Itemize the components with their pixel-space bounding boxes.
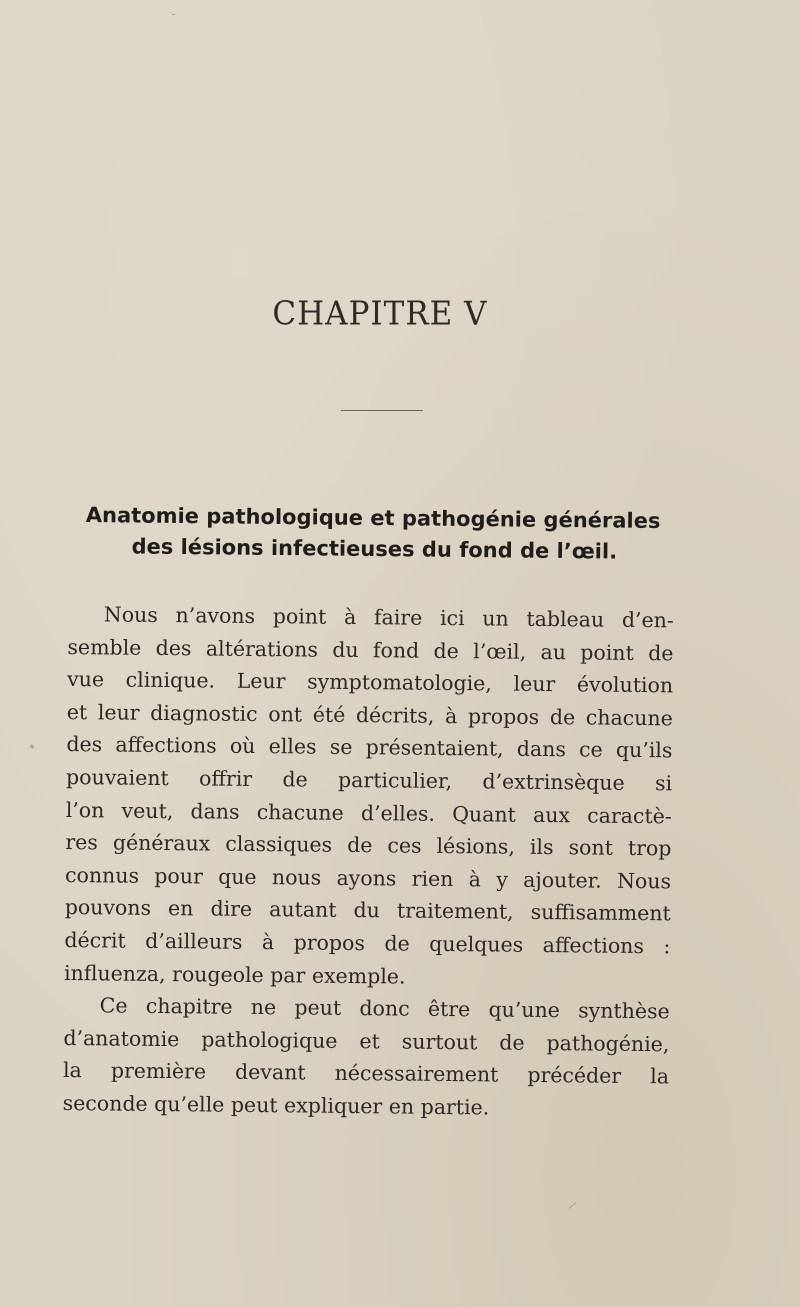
chapter-title: CHAPITRE V [272,295,488,333]
text-line: influenza, rougeole par exemple. [63,960,406,989]
text-line: seconde qu’elle peut expliquer en partie. [62,1090,490,1120]
heading-line: Anatomie pathologique et pathogénie générales [85,502,661,534]
text-line: pouvons en dire autant du traitement, suffisamment [64,895,671,926]
text-line: la première devant nécessairement précéder la [62,1058,670,1089]
text-line: vue clinique. Leur symptomatologie, leur évolution [67,667,674,698]
title-rule [341,410,423,411]
text-line: et leur diagnostic ont été décrits, à propos de chacune [66,699,673,731]
text-line: des affections où elles se présentaient, dans ce qu’ils [66,732,673,763]
chapter-heading [85,500,676,568]
text-line: connus pour que nous ayons rien à y ajouter. Nous [64,862,672,894]
paragraph [63,989,670,1126]
text-line: pouvaient offrir de particulier, d’extrinsèque si [66,764,673,796]
text-line: l’on veut, dans chacune d’elles. Quant aux caractè- [65,797,672,828]
paper-speck [172,14,175,15]
text-line: Ce chapitre ne peut donc être qu’une synthèse [99,993,670,1024]
text-line: d’anatomie pathologique et surtout de pathogénie, [63,1025,670,1057]
body-text [63,598,674,1126]
heading-line: des lésions infectieuses du fond de l’œil. [131,534,618,564]
paper-speck [30,744,35,749]
text-line: Nous n’avons point à faire ici un tableau d’en- [103,602,674,633]
paragraph [64,598,674,995]
paper-speck [569,1202,577,1209]
text-line: res généraux classiques de ces lésions, ils sont trop [65,830,672,861]
text-line: décrit d’ailleurs à propos de quelques affections : [64,927,671,959]
text-line: semble des altérations du fond de l’œil, au point de [67,634,674,665]
